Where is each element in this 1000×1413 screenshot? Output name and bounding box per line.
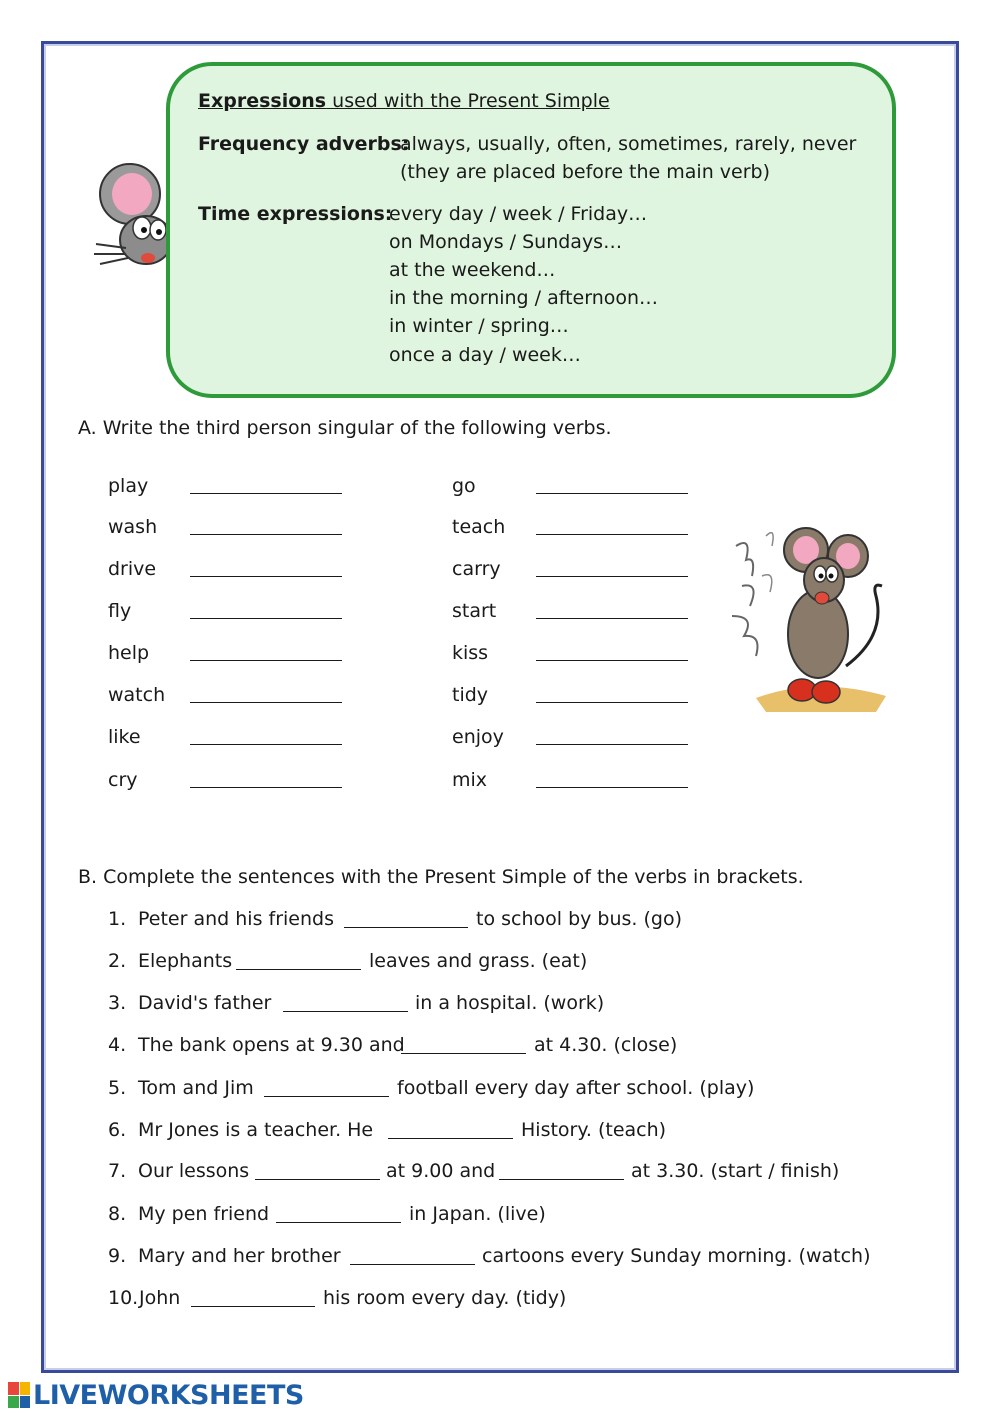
sentence-text-before: Our lessons bbox=[138, 1160, 250, 1182]
answer-blank-right[interactable] bbox=[536, 702, 688, 703]
sentence-text-after: to school by bus. (go) bbox=[476, 908, 683, 930]
sentence-number: 10. bbox=[108, 1287, 139, 1309]
sentence-number: 4. bbox=[108, 1034, 127, 1056]
sentence-number: 2. bbox=[108, 950, 127, 972]
frequency-adverbs: always, usually, often, sometimes, rarely, never bbox=[400, 133, 857, 155]
sentence-text-before: Mr Jones is a teacher. He bbox=[138, 1119, 374, 1141]
sentence-number: 5. bbox=[108, 1077, 127, 1099]
sentence-text-after: at 4.30. (close) bbox=[534, 1034, 678, 1056]
sentence-text-after: football every day after school. (play) bbox=[397, 1077, 755, 1099]
verb-left: drive bbox=[108, 558, 157, 580]
answer-blank-right[interactable] bbox=[536, 660, 688, 661]
verb-right: tidy bbox=[452, 684, 489, 706]
answer-blank-right[interactable] bbox=[536, 744, 688, 745]
verb-left: like bbox=[108, 726, 141, 748]
sentence-text-before: The bank opens at 9.30 and bbox=[138, 1034, 405, 1056]
sentence-number: 6. bbox=[108, 1119, 127, 1141]
verb-left: fly bbox=[108, 600, 132, 622]
sentence-blank[interactable] bbox=[236, 969, 361, 970]
sentence-blank[interactable] bbox=[401, 1053, 526, 1054]
sentence-text-after: leaves and grass. (eat) bbox=[369, 950, 588, 972]
verb-left: play bbox=[108, 475, 149, 497]
sentence-number: 9. bbox=[108, 1245, 127, 1267]
boxing-mouse-illustration bbox=[726, 516, 904, 716]
verb-right: start bbox=[452, 600, 497, 622]
sentence-text-after: History. (teach) bbox=[521, 1119, 667, 1141]
answer-blank-right[interactable] bbox=[536, 576, 688, 577]
sentence-text-before: David's father bbox=[138, 992, 272, 1014]
answer-blank-right[interactable] bbox=[536, 618, 688, 619]
sentence-number: 7. bbox=[108, 1160, 127, 1182]
sentence-text-after: cartoons every Sunday morning. (watch) bbox=[482, 1245, 871, 1267]
answer-blank-right[interactable] bbox=[536, 787, 688, 788]
answer-blank-left[interactable] bbox=[190, 534, 342, 535]
answer-blank-left[interactable] bbox=[190, 744, 342, 745]
verb-left: wash bbox=[108, 516, 158, 538]
verb-right: kiss bbox=[452, 642, 489, 664]
answer-blank-left[interactable] bbox=[190, 660, 342, 661]
verb-right: go bbox=[452, 475, 476, 497]
sentence-number: 3. bbox=[108, 992, 127, 1014]
section-b-instruction: B. Complete the sentences with the Present Simple of the verbs in brackets. bbox=[78, 866, 804, 888]
verb-left: help bbox=[108, 642, 150, 664]
sentence-blank[interactable] bbox=[344, 927, 468, 928]
sentence-text-after: in a hospital. (work) bbox=[415, 992, 605, 1014]
sentence-text-before: Tom and Jim bbox=[138, 1077, 254, 1099]
sentence-text-before: Peter and his friends bbox=[138, 908, 334, 930]
sentence-blank[interactable] bbox=[276, 1222, 401, 1223]
answer-blank-left[interactable] bbox=[190, 576, 342, 577]
verb-right: enjoy bbox=[452, 726, 504, 748]
sentence-number: 8. bbox=[108, 1203, 127, 1225]
frequency-note: (they are placed before the main verb) bbox=[400, 161, 770, 183]
peeking-mouse-illustration bbox=[86, 158, 170, 290]
section-a-instruction: A. Write the third person singular of the following verbs. bbox=[78, 417, 612, 439]
sentence-number: 1. bbox=[108, 908, 127, 930]
answer-blank-right[interactable] bbox=[536, 493, 688, 494]
time-label: Time expressions: bbox=[198, 203, 393, 225]
answer-blank-left[interactable] bbox=[190, 618, 342, 619]
time-item: on Mondays / Sundays… bbox=[389, 231, 623, 253]
answer-blank-left[interactable] bbox=[190, 702, 342, 703]
verb-right: teach bbox=[452, 516, 506, 538]
frequency-label: Frequency adverbs: bbox=[198, 133, 410, 155]
sentence-text-middle: at 9.00 and bbox=[386, 1160, 496, 1182]
verb-left: cry bbox=[108, 769, 138, 791]
expressions-title-bold: Expressions bbox=[198, 90, 327, 112]
sentence-text-after: at 3.30. (start / finish) bbox=[631, 1160, 840, 1182]
answer-blank-right[interactable] bbox=[536, 534, 688, 535]
verb-left: watch bbox=[108, 684, 166, 706]
sentence-text-before: My pen friend bbox=[138, 1203, 270, 1225]
sentence-blank[interactable] bbox=[255, 1179, 380, 1180]
time-item: once a day / week… bbox=[389, 344, 581, 366]
answer-blank-left[interactable] bbox=[190, 493, 342, 494]
time-item: in the morning / afternoon… bbox=[389, 287, 659, 309]
time-item: every day / week / Friday… bbox=[389, 203, 648, 225]
time-item: in winter / spring… bbox=[389, 315, 569, 337]
sentence-text-before: Elephants bbox=[138, 950, 233, 972]
logo-text: LIVEWORKSHEETS bbox=[33, 1379, 304, 1411]
sentence-text-after: in Japan. (live) bbox=[409, 1203, 546, 1225]
verb-right: carry bbox=[452, 558, 501, 580]
expressions-title bbox=[198, 92, 610, 111]
liveworksheets-logo[interactable] bbox=[8, 1380, 304, 1410]
sentence-blank[interactable] bbox=[191, 1306, 315, 1307]
answer-blank-left[interactable] bbox=[190, 787, 342, 788]
expressions-title-rest: used with the Present Simple bbox=[326, 90, 610, 112]
sentence-text-after: his room every day. (tidy) bbox=[323, 1287, 567, 1309]
sentence-text-before: Mary and her brother bbox=[138, 1245, 341, 1267]
sentence-blank[interactable] bbox=[350, 1264, 475, 1265]
sentence-blank[interactable] bbox=[388, 1138, 513, 1139]
sentence-blank[interactable] bbox=[283, 1011, 408, 1012]
verb-right: mix bbox=[452, 769, 488, 791]
sentence-text-before: John bbox=[139, 1287, 181, 1309]
time-item: at the weekend… bbox=[389, 259, 556, 281]
sentence-blank[interactable] bbox=[264, 1096, 389, 1097]
logo-mark-icon bbox=[8, 1382, 30, 1408]
sentence-blank[interactable] bbox=[499, 1179, 624, 1180]
